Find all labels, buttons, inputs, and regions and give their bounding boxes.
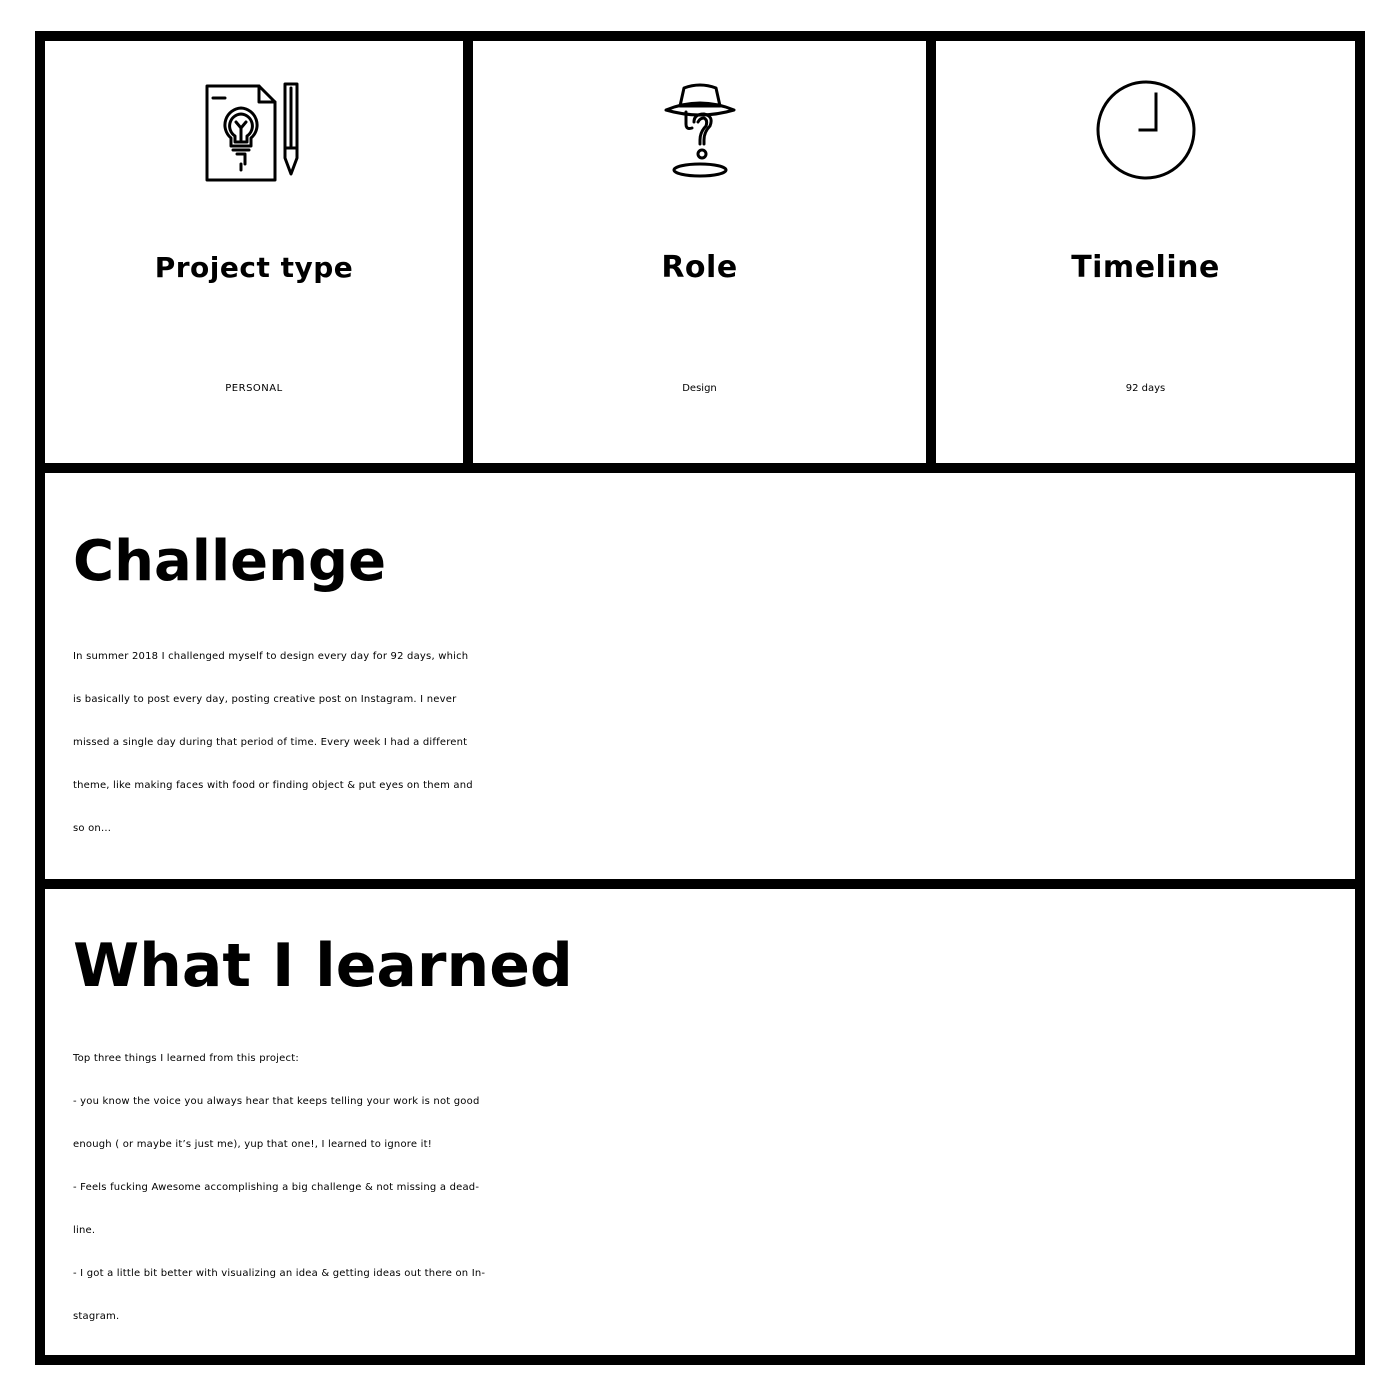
challenge-line: In summer 2018 I challenged myself to design every day for 92 days, which: [73, 651, 469, 662]
project-info-card: [35, 31, 1365, 1365]
challenge-line: is basically to post every day, posting creative post on Instagram. I never: [73, 694, 457, 705]
learned-line: - I got a little bit better with visualizing an idea & getting ideas out there on In-: [73, 1268, 486, 1279]
project-type-title: Project type: [154, 251, 354, 284]
project-type-cell: [45, 41, 473, 463]
learned-body: [73, 1037, 1349, 1338]
learned-line: enough ( or maybe it’s just me), yup that one!, I learned to ignore it!: [73, 1139, 432, 1150]
idea-sketch-icon: [199, 78, 309, 182]
role-title: Role: [661, 250, 738, 285]
learned-title: What I learned: [73, 931, 573, 1001]
learned-line: - you know the voice you always hear that keeps telling your work is not good: [73, 1096, 480, 1107]
challenge-body: [73, 635, 1349, 850]
learned-line: - Feels fucking Awesome accomplishing a big challenge & not missing a dead-: [73, 1182, 480, 1193]
learned-line: Top three things I learned from this project:: [73, 1053, 299, 1064]
challenge-line: theme, like making faces with food or finding object & put eyes on them and: [73, 780, 473, 791]
role-cell: [473, 41, 936, 463]
summary-row: [45, 41, 1355, 473]
role-value: Design: [682, 383, 717, 394]
challenge-section: [45, 473, 1355, 889]
challenge-line: so on...: [73, 823, 112, 834]
learned-line: stagram.: [73, 1311, 120, 1322]
project-type-value: PERSONAL: [225, 383, 283, 394]
timeline-value: 92 days: [1125, 383, 1166, 394]
timeline-cell: [936, 41, 1355, 463]
detective-hat-icon: [660, 78, 740, 182]
learned-section: [45, 899, 1355, 1355]
timeline-title: Timeline: [1071, 250, 1220, 285]
challenge-title: Challenge: [73, 529, 387, 594]
challenge-line: missed a single day during that period of time. Every week I had a different: [73, 737, 468, 748]
clock-icon: [1094, 78, 1198, 182]
learned-line: line.: [73, 1225, 96, 1236]
